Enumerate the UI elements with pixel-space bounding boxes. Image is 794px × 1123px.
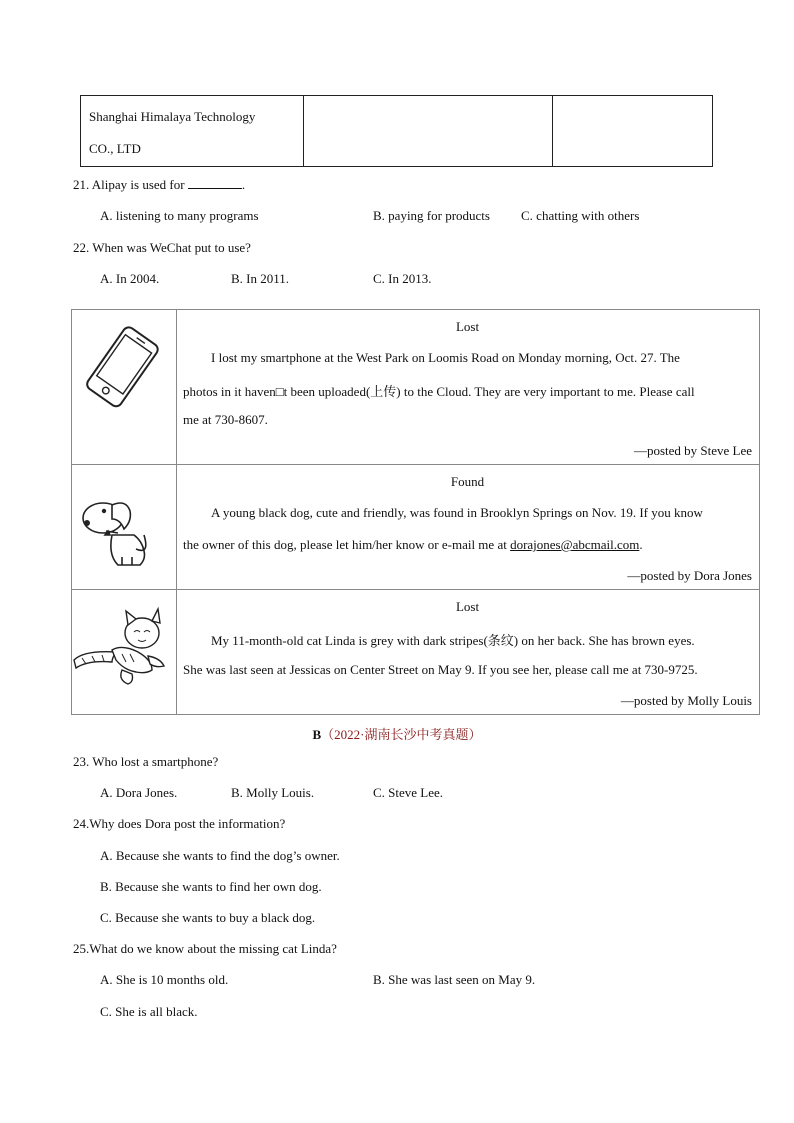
q25-option-b: B. She was last seen on May 9. xyxy=(373,972,536,987)
q21-option-a: A. listening to many programs xyxy=(100,208,259,223)
notice-lost-cat xyxy=(71,589,760,715)
q25-option-a: A. She is 10 months old. xyxy=(100,972,229,987)
q23-option-c: C. Steve Lee. xyxy=(373,785,444,800)
notice-signature: —posted by Molly Louis xyxy=(620,693,752,708)
empty-cell-2 xyxy=(304,96,553,166)
notice-text-line: I lost my smartphone at the West Park on Loomis Road on Monday morning, Oct. 27. The xyxy=(211,350,680,365)
notice-text-line: me at 730-8607. xyxy=(183,412,268,427)
q22-option-c: C. In 2013. xyxy=(373,271,432,286)
notice-title: Found xyxy=(450,474,485,489)
q21-option-b: B. paying for products xyxy=(373,208,490,223)
q21-stem-end: . xyxy=(241,177,246,192)
notice-text-line: She was last seen at Jessicas on Center Street on May 9. If you see her, please call me at 730-9725. xyxy=(183,662,698,677)
q25-option-c: C. She is all black. xyxy=(100,1004,198,1019)
notice-lost-smartphone xyxy=(71,309,760,465)
notice-image-cell xyxy=(72,310,177,464)
q21-stem xyxy=(73,177,245,193)
notice-image-cell xyxy=(72,465,177,589)
notice-title: Lost xyxy=(455,599,480,614)
smartphone-icon xyxy=(72,310,176,464)
company-name-line1: Shanghai Himalaya Technology xyxy=(89,109,256,124)
notice-text: the owner of this dog, please let him/her know or e-mail me at xyxy=(183,537,511,552)
q22-option-a: A. In 2004. xyxy=(100,271,160,286)
q21-option-c: C. chatting with others xyxy=(521,208,640,223)
notice-text-line: A young black dog, cute and friendly, was found in Brooklyn Springs on Nov. 19. If you know xyxy=(211,505,703,520)
q25-stem: 25.What do we know about the missing cat Linda? xyxy=(73,941,337,956)
empty-cell-3 xyxy=(553,96,712,166)
q24-stem: 24.Why does Dora post the information? xyxy=(73,816,286,831)
notice-title: Lost xyxy=(455,319,480,334)
section-b-heading xyxy=(0,724,794,743)
email-link[interactable]: dorajones@abcmail.com xyxy=(510,537,640,552)
q21-stem-text: 21. Alipay is used for xyxy=(73,177,188,192)
company-name-line2: CO., LTD xyxy=(89,141,141,156)
notice-signature: —posted by Steve Lee xyxy=(633,443,752,458)
notice-text-line: photos in it haven□t been uploaded(上传) to the Cloud. They are very important to me. Please call xyxy=(183,384,695,399)
q22-option-b: B. In 2011. xyxy=(231,271,290,286)
q23-option-b: B. Molly Louis. xyxy=(231,785,315,800)
q24-option-a: A. Because she wants to find the dog’s owner. xyxy=(100,848,340,863)
q22-stem: 22. When was WeChat put to use? xyxy=(73,240,251,255)
company-name-cell xyxy=(81,96,304,166)
cat-icon xyxy=(72,590,176,714)
dog-icon xyxy=(72,465,176,589)
q24-option-c: C. Because she wants to buy a black dog. xyxy=(100,910,316,925)
q23-stem: 23. Who lost a smartphone? xyxy=(73,754,219,769)
notice-text-line-with-email xyxy=(183,537,643,553)
notice-text-end: . xyxy=(639,537,643,552)
notice-image-cell xyxy=(72,590,177,714)
q23-option-a: A. Dora Jones. xyxy=(100,785,178,800)
section-source: （2022·湖南长沙中考真题） xyxy=(321,727,482,742)
notice-found-dog xyxy=(71,464,760,590)
q24-option-b: B. Because she wants to find her own dog. xyxy=(100,879,322,894)
notice-signature: —posted by Dora Jones xyxy=(627,568,752,583)
company-table xyxy=(80,95,713,167)
notice-text-line: My 11-month-old cat Linda is grey with dark stripes(条纹) on her back. She has brown eyes. xyxy=(211,633,695,648)
section-letter: B xyxy=(312,727,322,742)
answer-blank xyxy=(188,178,242,189)
